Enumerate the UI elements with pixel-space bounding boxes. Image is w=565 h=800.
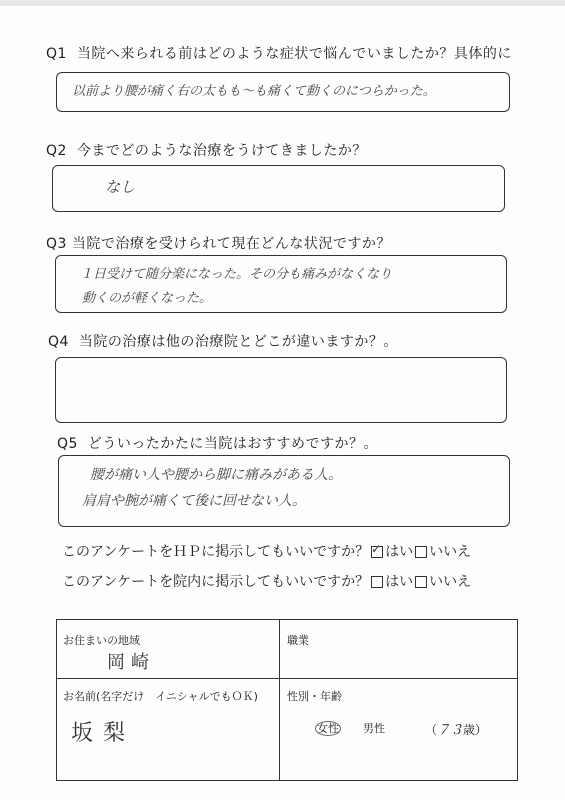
female-label: 女性: [317, 722, 339, 735]
question-4: Q4 当院の治療は他の治療院とどこが違いますか？。: [48, 334, 398, 350]
answer-5-line-1: 腰が痛い人や腰から脚に痛みがある人。: [90, 467, 342, 483]
answer-2-line-1: なし: [105, 178, 136, 196]
consent-hp-no-checkbox[interactable]: [415, 546, 427, 558]
question-3: Q3 当院で治療を受けられて現在どんな状況ですか？: [46, 236, 391, 252]
age-unit: 歳）: [463, 723, 488, 737]
name-value[interactable]: 坂梨: [71, 721, 136, 746]
question-2: Q2 今までどのような治療をうけてきましたか？: [46, 143, 367, 159]
question-1: Q1 当院へ来られる前はどのような症状で悩んでいましたか？具体的に: [46, 46, 512, 62]
table-vline: [279, 620, 280, 780]
info-table: [56, 619, 518, 781]
consent-hp-yes-checkbox[interactable]: [371, 546, 383, 558]
answer-box-4[interactable]: [55, 357, 507, 423]
answer-5-line-2: 肩肩や腕が痛くて後に回せない人。: [82, 493, 306, 509]
consent-hp-yes-label: はい: [385, 544, 414, 560]
consent-hp-no-label: いいえ: [429, 544, 472, 560]
table-hline: [57, 678, 517, 679]
answer-1-line-1: 以前より腰が痛く右の太もも〜も痛くて動くのにつらかった。: [72, 84, 436, 99]
consent-clinic-no-checkbox[interactable]: [415, 576, 427, 588]
address-label: お住まいの地域: [63, 634, 140, 647]
job-label: 職業: [287, 634, 309, 647]
age-field[interactable]: [425, 719, 487, 738]
consent-hp-question: このアンケートをＨＰに掲示してもいいですか？: [62, 544, 370, 560]
gender-age-label: 性別・年齢: [287, 690, 342, 703]
consent-clinic-yes-checkbox[interactable]: [371, 576, 383, 588]
answer-3-line-2: 動くのが軽くなった。: [82, 291, 213, 306]
female-option[interactable]: [315, 720, 341, 736]
question-5: Q5 どういったかたに当院はおすすめですか？。: [57, 436, 378, 452]
consent-hp-row: [62, 541, 471, 561]
name-label: お名前(名字だけ イニシャルでもＯＫ): [63, 690, 258, 703]
scan-edge: [0, 0, 565, 6]
consent-clinic-row: [62, 571, 471, 591]
age-value: ７３: [437, 723, 464, 738]
male-option[interactable]: 男性: [363, 722, 385, 735]
answer-3-line-1: １日受けて随分楽になった。その分も痛みがなくなり: [80, 267, 393, 282]
address-value[interactable]: 岡崎: [107, 652, 155, 673]
consent-clinic-question: このアンケートを院内に掲示してもいいですか？: [62, 574, 370, 590]
age-open-paren: （: [425, 723, 438, 737]
consent-clinic-no-label: いいえ: [429, 574, 472, 590]
consent-clinic-yes-label: はい: [385, 574, 414, 590]
